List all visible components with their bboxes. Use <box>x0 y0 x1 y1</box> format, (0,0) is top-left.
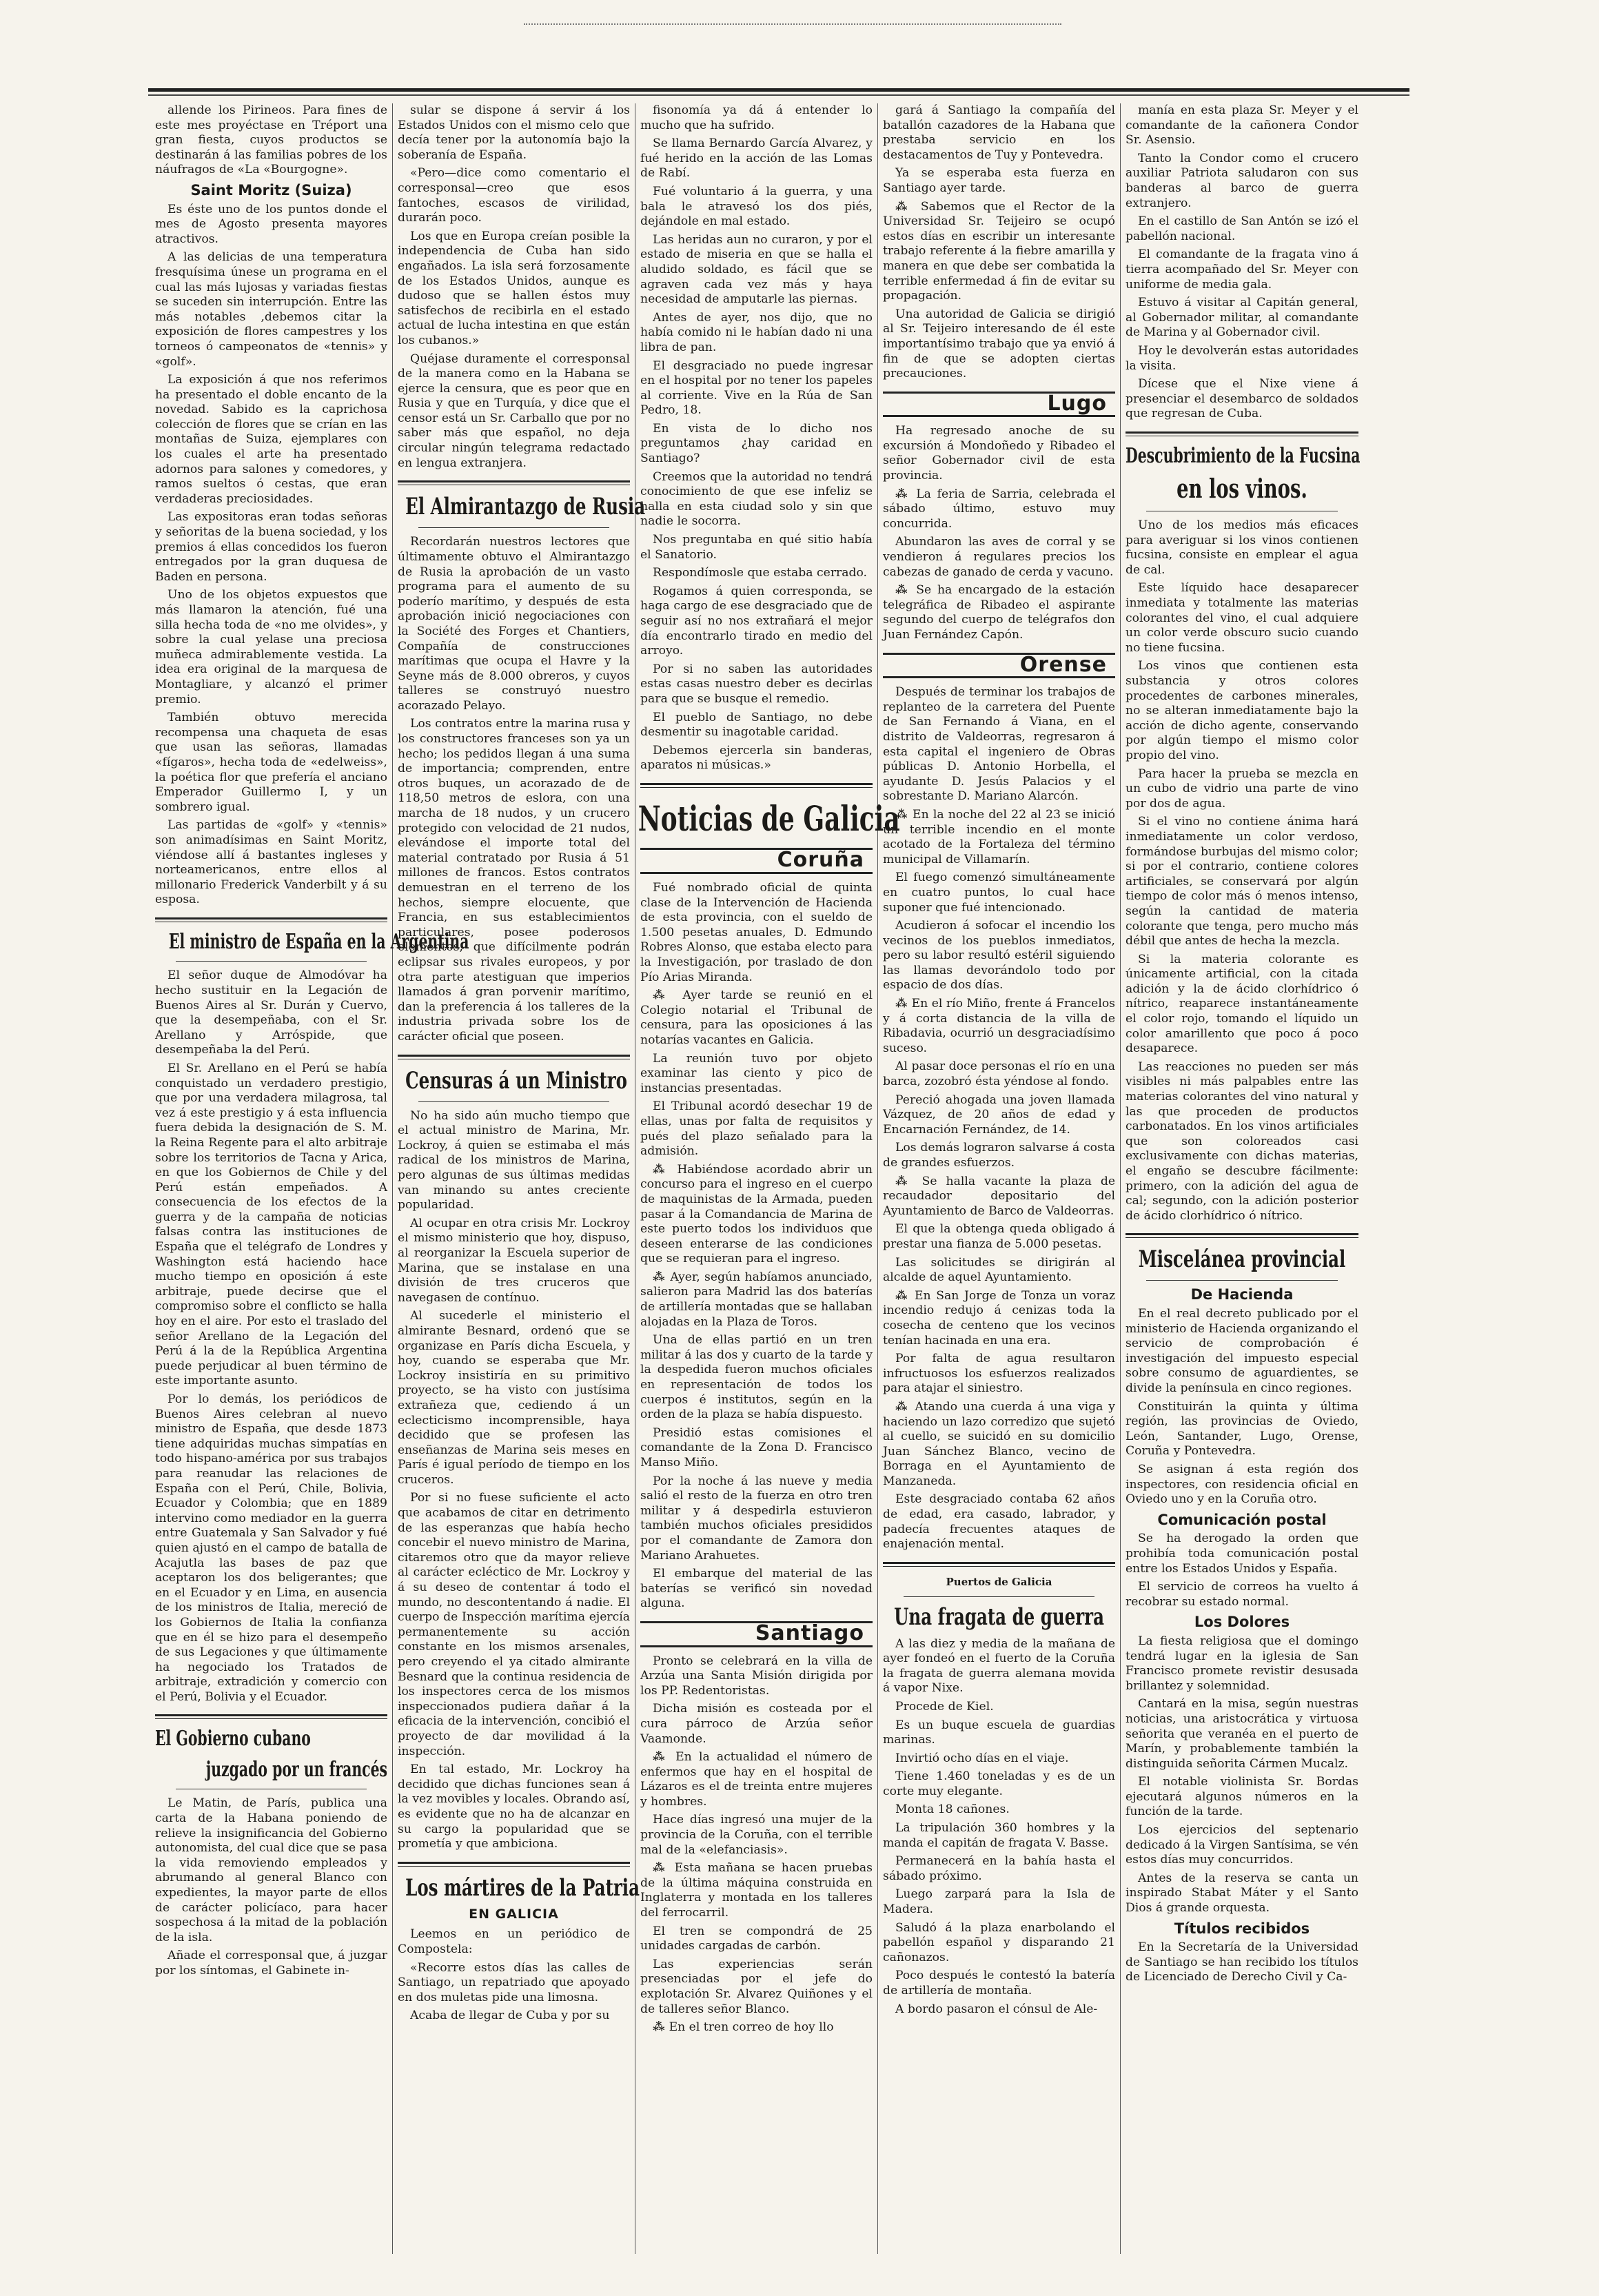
paragraph: Cantará en la misa, según nuestras noticias, una aristocrática y virtuosa señorita que veranéa en el puerto de Marín, y probablemente también la distinguida señorita Cármen Mucalz. <box>1126 1697 1358 1771</box>
paragraph: Por si no fuese suficiente el acto que acabamos de citar en detrimento de las esperanzas que había hecho concebir el nuevo ministro de Marina, citaremos otro que da mayor relieve al carácter ecléctico de Mr. Lockroy y á su deseo de contentar á todo el mundo, no descontentando á nadie. El cuerpo de Inspección marítima ejercía permanentemente su acción constante en los mismos arsenales, pero creyendo el ya citado almirante Besnard que la continua residencia de los inspectores cerca de los mismos inspeccionados pudiera dañar á la eficacia de la intervención, concibió el proyecto de dar movilidad á la inspección. <box>398 1491 630 1758</box>
headline-miscelanea-provincial: Miscelánea provincial <box>1138 1246 1346 1274</box>
paragraph-text: Se halla vacante la plaza de recaudador depositario del Ayuntamiento de Barco de Valdeorras. <box>883 1174 1116 1218</box>
subheading-comunicacion-postal: Comunicación postal <box>1157 1511 1327 1528</box>
headline-censuras-ministro: Censuras á un Ministro <box>405 1066 627 1095</box>
paragraph: El Tribunal acordó desechar 19 de ellas, unas por falta de requisitos y pués del plazo señalado para la admisión. <box>640 1099 873 1159</box>
paragraph: El embarque del material de las baterías se verificó sin novedad alguna. <box>640 1567 873 1611</box>
section-divider <box>398 1862 630 1867</box>
subheading-saint-moritz: Saint Moritz (Suiza) <box>190 181 352 199</box>
paragraph: Las experiencias serán presenciadas por el jefe do explotación Sr. Alvarez Quiñones y el de talleres señor Blanco. <box>640 1957 873 2016</box>
paragraph-text: En el río Miño, frente á Francelos y á corta distancia de la villa de Ribadavia, ocurrió un desgraciadísimo suceso. <box>883 997 1115 1055</box>
paragraph: En la Secretaría de la Universidad de Santiago se han recibido los títulos de Licenciado de Derecho Civil y Ca- <box>1126 1940 1358 1984</box>
column-2 <box>393 103 646 2254</box>
paragraph: Recordarán nuestros lectores que últimamente obtuvo el Almirantazgo de Rusia la aprobación de un vasto programa para el aumento de su poderío marítimo, y después de esta aprobación inició negociaciones con la Société des Forges et Chantiers, Compañía de construcciones marítimas que ocupa el Havre y la Seyne más de 8.000 obreros, y cuyos talleres se construyó nuestro acorazado Pelayo. <box>398 535 630 713</box>
paragraph <box>883 583 1115 642</box>
paragraph: El desgraciado no puede ingresar en el hospital por no tener los papeles al corriente. Vive en la Rúa de San Pedro, 18. <box>640 358 873 418</box>
paragraph: Se llama Bernardo García Alvarez, y fué herido en la acción de las Lomas de Rabí. <box>640 136 873 181</box>
column-5 <box>1121 103 1363 2254</box>
paragraph: Por la noche á las nueve y media salió el resto de la fuerza en otro tren militar y á despedirla estuvieron también muchos oficiales presididos por el comandante de Zamora don Mariano Arahuetes. <box>640 1474 873 1563</box>
paragraph: Antes de ayer, nos dijo, que no había comido ni le habían dado ni una libra de pan. <box>640 310 873 354</box>
paragraph-text: En el tren correo de hoy llo <box>669 2020 834 2035</box>
divider <box>418 527 609 528</box>
paragraph: Fué voluntario á la guerra, y una bala le atravesó los dos piés, dejándole en mal estado. <box>640 184 873 229</box>
asterism-icon: ⁂ <box>653 1270 671 1284</box>
paragraph: Acudieron á sofocar el incendio los vecinos de los pueblos inmediatos, pero su labor resultó estéril siguiendo las llamas devorándolo todo por espacio de dos días. <box>883 919 1115 993</box>
section-divider <box>398 1055 630 1059</box>
divider <box>1146 1280 1338 1281</box>
paragraph-text: Esta mañana se hacen pruebas de la última máquina construida en Inglaterra y montada en los talleres del ferrocarril. <box>640 1861 873 1920</box>
asterism-icon: ⁂ <box>895 199 921 214</box>
paragraph: sular se dispone á servir á los Estados Unidos con el mismo celo que decía tener por la autonomía bajo la soberanía de España. <box>398 103 630 162</box>
paragraph: Dícese que el Nixe viene á presenciar el desembarco de soldados que regresan de Cuba. <box>1126 377 1358 421</box>
paragraph: El servicio de correos ha vuelto á recobrar su estado normal. <box>1126 1580 1358 1609</box>
subheading-los-dolores: Los Dolores <box>1194 1614 1290 1631</box>
paragraph: Invirtió ocho días en el viaje. <box>895 1751 1069 1765</box>
paragraph: Ya se esperaba esta fuerza en Santiago ayer tarde. <box>883 166 1115 195</box>
asterism-icon: ⁂ <box>895 487 917 501</box>
headline-almirantazgo-rusia: El Almirantazgo de Rusia <box>405 493 646 521</box>
subheading-titulos-recibidos: Títulos recibidos <box>1174 1920 1310 1937</box>
paragraph: Tiene 1.460 toneladas y es de un corte muy elegante. <box>883 1769 1115 1798</box>
paragraph: Añade el corresponsal que, á juzgar por los síntomas, el Gabinete in- <box>155 1949 387 1978</box>
paragraph: Hace días ingresó una mujer de la provincia de la Coruña, con el terrible mal de la «elefanciasis». <box>640 1813 873 1857</box>
kicker-puertos-galicia: Puertos de Galicia <box>946 1575 1052 1588</box>
paragraph: El tren se compondrá de 25 unidades cargadas de carbón. <box>640 1924 873 1953</box>
asterism-icon: ⁂ <box>895 1174 922 1188</box>
paragraph: Antes de la reserva se canta un inspirado Stabat Máter y el Santo Dios á grande orquesta. <box>1126 1871 1358 1916</box>
header-rule <box>148 88 1409 92</box>
paragraph: En el castillo de San Antón se izó el pabellón nacional. <box>1126 214 1358 243</box>
paragraph <box>640 1270 873 1330</box>
paragraph: No ha sido aún mucho tiempo que el actual ministro de Marina, Mr. Lockroy, á quien se estimaba el más radical de los ministros de Marina, pero algunas de sus últimas medidas van minando su antes creciente popularidad. <box>398 1108 630 1212</box>
paragraph: Uno de los objetos expuestos que más llamaron la atención, fué una silla hecha toda de «no me olvides», y sobre la cual yelase una preciosa muñeca admirablemente vestida. La idea era original de la marquesa de Montagliare, y alcanzó el primer premio. <box>155 588 387 707</box>
paragraph: allende los Pirineos. Para fines de este mes proyéctase en Tréport una gran fiesta, cuyos productos se destinarán á las familias pobres de los náufragos de «La «Bourgogne». <box>155 103 387 177</box>
paragraph <box>640 2020 873 2035</box>
paragraph: En tal estado, Mr. Lockroy ha decidido que dichas funciones sean á la vez movibles y locales. Obrando así, es evidente que no ha de alcanzar en su cargo la popularidad que se prometía y que ambiciona. <box>398 1762 630 1851</box>
paragraph: Nos preguntaba en qué sitio había el Sanatorio. <box>640 533 873 562</box>
asterism-icon: ⁂ <box>653 988 683 1003</box>
paragraph <box>883 808 1115 867</box>
paragraph <box>640 1861 873 1920</box>
paragraph <box>640 1750 873 1809</box>
headline-juzgado-frances: juzgado por un francés <box>205 1757 388 1782</box>
paragraph <box>640 1163 873 1267</box>
paragraph: Para hacer la prueba se mezcla en un cubo de vidrio una parte de vino por dos de agua. <box>1126 766 1358 811</box>
paragraph: A las delicias de una temperatura fresquísima únese un programa en el cual las más lujosas y variadas fiestas se suceden sin interrupción. Entre las más notables ,debemos citar la exposición de flores campestres y los torneos ó campeonatos de «tennis» y «golf». <box>155 250 387 369</box>
paragraph: Procede de Kiel. <box>895 1699 994 1714</box>
paragraph: El comandante de la fragata vino á tierra acompañado del Sr. Meyer con uniforme de media gala. <box>1126 247 1358 292</box>
asterism-icon: ⁂ <box>895 1288 915 1303</box>
paragraph-text: Ayer tarde se reunió en el Colegio notarial el Tribunal de censura, para las oposiciones á las notarías vacantes en Galicia. <box>640 988 873 1047</box>
paragraph: La tripulación 360 hombres y la manda el capitán de fragata V. Basse. <box>883 1821 1115 1850</box>
paragraph: El Sr. Arellano en el Perú se había conquistado un verdadero prestigio, que por una verdadera milagrosa, tal vez á este prestigio y á esta influencia fuera debida la designación de S. M. la Reina Regente para el alto arbitraje sobre los territorios de Tacna y Arica, en que los Gobiernos de Chile y del Perú están empeñados. A consecuencia de los efectos de la guerra y de la campaña de noticias falsas contra las instituciones de España que el telégrafo de Londres y Washington está haciendo hace mucho tiempo en oposición á este arbitraje, puede decirse que el compromiso sobre el conflicto se halla hoy en el aire. Por esto el traslado del señor Arellano de la Legación del Perú á la de la República Argentina puede perjudicar al buen término de este importante asunto. <box>155 1061 387 1388</box>
paragraph: Pronto se celebrará en la villa de Arzúa una Santa Misión dirigida por los PP. Redentoristas. <box>640 1654 873 1698</box>
asterism-icon: ⁂ <box>895 1399 915 1414</box>
paragraph: Si el vino no contiene ánima hará inmediatamente un color verdoso, formándose burbujas del mismo color; si por el contrario, contiene colores artificiales, se conservará por algún tiempo de color más ó menos intenso, según la cantidad de materia colorante que tenga, pero mucho más débil que antes de hecha la mezcla. <box>1126 815 1358 948</box>
newspaper-page <box>150 103 1409 2254</box>
paragraph: Tanto la Condor como el crucero auxiliar Patriota saludaron con sus banderas al barco de guerra extranjero. <box>1126 151 1358 210</box>
paragraph: fisonomía ya dá á entender lo mucho que ha sufrido. <box>640 103 873 132</box>
headline-gobierno-cubano: El Gobierno cubano <box>155 1727 311 1751</box>
subheading-hacienda: De Hacienda <box>1190 1286 1294 1303</box>
paragraph: Los vinos que contienen esta substancia y otros colores procedentes de carbones minerales, no se alteran inmediatamente bajo la acción de dicho agente, conservando por algún tiempo el mismo color propio del vino. <box>1126 659 1358 762</box>
paragraph: Estuvo á visitar al Capitán general, al Gobernador militar, al comandante de Marina y al Gobernador civil. <box>1126 296 1358 340</box>
paragraph: Si la materia colorante es únicamente artificial, con la citada adición y la de ácido clorhídrico ó nítrico, reaparece instantáneamente el color rojo, tomando el líquido un color amarillento que poco á poco desaparece. <box>1126 952 1358 1056</box>
section-coruna-label: Coruña <box>777 848 864 873</box>
paragraph: Constituirán la quinta y última región, las provincias de Oviedo, León, Santander, Lugo, Orense, Coruña y Pontevedra. <box>1126 1399 1358 1459</box>
section-divider <box>398 480 630 485</box>
section-divider <box>155 1714 387 1719</box>
asterism-icon: ⁂ <box>895 807 913 822</box>
section-orense <box>883 653 1115 679</box>
paragraph: Los demás lograron salvarse á costa de grandes esfuerzos. <box>883 1141 1115 1170</box>
subheading-en-galicia: EN GALICIA <box>469 1906 559 1922</box>
paragraph: Monta 18 cañones. <box>895 1802 1010 1817</box>
paragraph: Pereció ahogada una joven llamada Vázquez, de 20 años de edad y Encarnación Fernández, de 14. <box>883 1093 1115 1137</box>
paragraph: La reunión tuvo por objeto examinar las ciento y pico de instancias presentadas. <box>640 1051 873 1095</box>
asterism-icon: ⁂ <box>895 583 917 598</box>
paragraph: «Pero—dice como comentario el corresponsal—creo que esos fantoches, escasos de virilidad, durarán poco. <box>398 166 630 225</box>
paragraph: Las expositoras eran todas señoras y señoritas de la buena sociedad, y los premios á ellas concedidos los fueron entregados por la gran duquesa de Baden en persona. <box>155 510 387 584</box>
paragraph: Una autoridad de Galicia se dirigió al Sr. Teijeiro interesando de él este importantísimo trabajo que ya envió á fin de que se adopten ciertas precauciones. <box>883 307 1115 381</box>
paragraph: Por lo demás, los periódicos de Buenos Aires celebran al nuevo ministro de España, que desde 1873 tiene adquiridas muchas simpatías en todo hispano-américa por sus trabajos para reanudar las relaciones de España con el Perú, Chile, Bolivia, Ecuador y Colombia; que en 1889 intervino como mediador en la guerra entre Guatemala y San Salvador y fué quien ajustó en el campo de batalla de Acajutla las bases de paz que aceptaron los dos beligerantes; que en el Ecuador y en Lima, en ausencia de los ministros de Italia, mereció de los Gobiernos de Italia la confianza que en él se hizo para el desempeño de sus Legaciones y que últimamente ha negociado los Tratados de arbitraje, extradición y comercio con el Perú, Bolivia y el Ecuador. <box>155 1392 387 1704</box>
paragraph <box>883 1175 1115 1219</box>
asterism-icon: ⁂ <box>653 1861 675 1876</box>
paragraph: Acaba de llegar de Cuba y por su <box>410 2009 610 2023</box>
section-santiago-label: Santiago <box>755 1621 864 1645</box>
paragraph-text: En la noche del 22 al 23 se inició un terrible incendio en el monte acotado de la Fortaleza del término municipal de Villamarín. <box>883 807 1115 866</box>
paragraph: Leemos en un periódico de Compostela: <box>398 1927 630 1956</box>
section-divider <box>1126 1233 1358 1238</box>
section-orense-label: Orense <box>1019 652 1107 677</box>
section-divider <box>883 1562 1115 1567</box>
paragraph: Uno de los medios más eficaces para averiguar si los vinos contienen fucsina, consiste en emplear el agua de cal. <box>1126 518 1358 577</box>
headline-martires-patria: Los mártires de la Patria <box>405 1873 640 1902</box>
asterism-icon: ⁂ <box>895 997 912 1011</box>
divider <box>904 1596 1094 1597</box>
paragraph: Abundaron las aves de corral y se vendieron á regulares precios los cabezas de ganado de cerda y vacuno. <box>883 535 1115 579</box>
paragraph: Al ocupar en otra crisis Mr. Lockroy el mismo ministerio que hoy, dispuso, al reorganizar la Escuela superior de Marina, que se instalase en una división de tres cruceros que navegasen de contínuo. <box>398 1216 630 1305</box>
paragraph: Las heridas aun no curaron, y por el estado de miseria en que se halla el aludido soldado, es fácil que se agraven cada vez más y haya necesidad de amputarle las piernas. <box>640 232 873 307</box>
paragraph: El que la obtenga queda obligado á prestar una fianza de 5.000 pesetas. <box>883 1222 1115 1251</box>
page-top-smudge <box>524 23 1061 33</box>
paragraph: Le Matin, de París, publica una carta de la Habana poniendo de relieve la insignificancia del Gobierno autonomista, del cual dice que se pasa la vida removiendo empleados y abrumando al general Blanco con expedientes, la mayor parte de ellos de carácter policíaco, para hacer sospechosa á la mitad de la población de la isla. <box>155 1796 387 1944</box>
section-lugo <box>883 392 1115 418</box>
paragraph <box>883 487 1115 532</box>
section-coruna <box>640 848 873 874</box>
headline-en-los-vinos: en los vinos. <box>1177 473 1307 505</box>
paragraph: Poco después le contestó la batería de artillería de montaña. <box>883 1969 1115 1998</box>
paragraph: Hoy le devolverán estas autoridades la visita. <box>1126 343 1358 373</box>
asterism-icon: ⁂ <box>653 1162 678 1177</box>
paragraph <box>883 1400 1115 1490</box>
asterism-icon: ⁂ <box>653 1750 676 1765</box>
paragraph: También obtuvo merecida recompensa una chaqueta de esas que usan las señoras, llamadas «fígaros», hecha toda de «edelweiss», la poética flor que prefería el anciano Emperador Guillermo I, y un sombrero igual. <box>155 711 387 814</box>
section-divider <box>640 783 873 788</box>
paragraph: Presidió estas comisiones el comandante de la Zona D. Francisco Manso Miño. <box>640 1425 873 1470</box>
asterism-icon: ⁂ <box>653 2020 669 2035</box>
paragraph: Las reacciones no pueden ser más visibles ni más palpables entre las materias colorantes del vino natural y las que proceden de productos carbonatados. En los vinos artificiales que son coloreados casi exclusivamente con dichas materias, el engaño se descubre fácilmente: primero, con la adición del agua de cal; segundo, con la adición posterior de ácido clorhídrico ó nítrico. <box>1126 1059 1358 1223</box>
paragraph: Los contratos entre la marina rusa y los constructores franceses son ya un hecho; los pedidos llegan á una suma de importancia; comprenden, entre otros buques, un acorazado de de 118,50 metros de eslora, con una marcha de 18 nudos, y un crucero protegido con velocidad de 21 nudos, elevándose el importe total del material contratado por Rusia á 51 millones de francos. Estos contratos demuestran en el terreno de los hechos, siempre elocuente, que Francia, en sus establecimientos particulares, posee poderosos elementos, que difícilmente podrán eclipsar sus rivales europeos, y por otra parte atestiguan que imperios llamados á gran porvenir marítimo, dan la preferencia á los talleres de la industria privada sobre los de carácter oficial que poseen. <box>398 717 630 1044</box>
paragraph: Es un buque escuela de guardias marinas. <box>883 1718 1115 1747</box>
paragraph <box>883 997 1115 1056</box>
paragraph: El notable violinista Sr. Bordas ejecutará algunos números en la función de la tarde. <box>1126 1775 1358 1819</box>
headline-fragata-guerra: Una fragata de guerra <box>894 1603 1104 1632</box>
headline-descubrimiento-fucsina: Descubrimiento de la Fucsina <box>1126 443 1361 468</box>
divider <box>418 1101 609 1102</box>
paragraph-text: La feria de Sarria, celebrada el sábado último, estuvo muy concurrida. <box>883 487 1115 531</box>
paragraph-text: En la actualidad el número de enfermos que hay en el hospital de Lázaros es el de treinta entre mujeres y hombres. <box>640 1750 873 1809</box>
paragraph: manía en esta plaza Sr. Meyer y el comandante de la cañonera Condor Sr. Asensio. <box>1126 103 1358 148</box>
paragraph: Debemos ejercerla sin banderas, aparatos ni músicas.» <box>640 743 873 773</box>
header-rule-thin <box>148 94 1409 96</box>
paragraph: Es éste uno de los puntos donde el mes de Agosto presenta mayores atractivos. <box>155 202 387 246</box>
section-santiago <box>640 1621 873 1647</box>
paragraph: Al pasar doce personas el río en una barca, zozobró ésta yéndose al fondo. <box>883 1059 1115 1089</box>
paragraph: «Recorre estos días las calles de Santiago, un repatriado que apoyado en dos muletas pide una limosna. <box>398 1960 630 2004</box>
paragraph: Este líquido hace desaparecer inmediata y totalmente las materias colorantes del vino, el cual adquiere un color verde obscuro sucio cuando no tiene fucsina. <box>1126 581 1358 655</box>
section-lugo-label: Lugo <box>1047 391 1107 416</box>
paragraph: Ha regresado anoche de su excursión á Mondoñedo y Ribadeo el señor Gobernador civil de esta provincia. <box>883 424 1115 483</box>
paragraph: Permanecerá en la bahía hasta el sábado próximo. <box>883 1854 1115 1883</box>
paragraph: Al sucederle el ministerio el almirante Besnard, ordenó que se organizase en París dicha Escuela, y hoy, cuando se esperaba que Mr. Lockroy insistiría en su primitivo proyecto, se ha visto con justísima extrañeza que, cediendo á un eclecticismo incomprensible, haya decidido que se profesen las enseñanzas de Marina seis meses en París é igual período de tiempo en los cruceros. <box>398 1309 630 1487</box>
column-4 <box>878 103 1121 2254</box>
paragraph: Se asignan á esta región dos inspectores, con residencia oficial en Oviedo uno y en la Coruña otro. <box>1126 1463 1358 1507</box>
paragraph: El pueblo de Santiago, no debe desmentir su inagotable caridad. <box>640 710 873 740</box>
paragraph: Este desgraciado contaba 62 años de edad, era casado, labrador, y padecía frecuentes ataques de enajenación mental. <box>883 1492 1115 1552</box>
paragraph-text: En San Jorge de Tonza un voraz incendio redujo á cenizas toda la cosecha de centeno que los vecinos tenían hacinada en una era. <box>883 1288 1115 1348</box>
paragraph: Una de ellas partió en un tren militar á las dos y cuarto de la tarde y la despedida fueron muchos oficiales en representación de todos los cuerpos é institutos, según en la orden de la plaza se había dispuesto. <box>640 1333 873 1422</box>
paragraph: El señor duque de Almodóvar ha hecho sustituir en la Legación de Buenos Aires al Sr. Durán y Cuervo, que la desempeñaba, con el Sr. Arellano y Arróspide, que desempeñaba la del Perú. <box>155 968 387 1057</box>
paragraph: gará á Santiago la compañía del batallón cazadores de la Habana que prestaba servicio en los destacamentos de Tuy y Pontevedra. <box>883 103 1115 162</box>
paragraph-text: Sabemos que el Rector de la Universidad Sr. Teijeiro se ocupó estos días en escribir un interesante trabajo referente á la fiebre amarilla y manera en que debe ser combatida la terrible enfermedad á fin de evitar su propagación. <box>883 199 1115 303</box>
paragraph: La exposición á que nos referimos ha presentado el doble encanto de la novedad. Sabido es la caprichosa colección de flores que se crían en las montañas de Suiza, ejemplares con los cuales el arte ha presentado adornos para salones y comedores, y ramos sueltos ó cestas, que eran verdaderas preciosidades. <box>155 373 387 506</box>
paragraph: Por si no saben las autoridades estas casas nuestro deber es decirlas para que se busque el remedio. <box>640 662 873 706</box>
paragraph: Las solicitudes se dirigirán al alcalde de aquel Ayuntamiento. <box>883 1255 1115 1285</box>
paragraph <box>640 988 873 1048</box>
paragraph: En el real decreto publicado por el ministerio de Hacienda organizando el servicio de comprobación é investigación del impuesto especial sobre consumo de aguardientes, se divide la península en cinco regiones. <box>1126 1307 1358 1396</box>
paragraph-text: Habiéndose acordado abrir un concurso para el ingreso en el cuerpo de maquinistas de la Armada, pueden pasar á la Comandancia de Marina de este puerto todos los individuos que deseen enterarse de las condiciones que se requieran para el ingreso. <box>640 1162 873 1266</box>
paragraph: Se ha derogado la orden que prohibía toda comunicación postal entre los Estados Unidos y España. <box>1126 1532 1358 1576</box>
paragraph: Respondímosle que estaba cerrado. <box>653 566 868 580</box>
column-3 <box>635 103 900 2254</box>
paragraph: Después de terminar los trabajos de replanteo de la carretera del Puente de San Fernando á Viana, en el distrito de Valdeorras, regresaron á esta capital el ingeniero de Obras públicas D. Antonio Horbella, el ayudante D. Jesús Palacios y el sobrestante D. Mariano Alarcón. <box>883 685 1115 804</box>
headline-noticias-galicia: Noticias de Galicia <box>638 797 900 839</box>
paragraph: Los que en Europa creían posible la independencia de Cuba han sido engañados. La isla será forzosamente de los Estados Unidos, aunque es dudoso que se hallen éstos muy satisfechos de recibirla en el estado actual de lucha intestina en que están los cubanos.» <box>398 229 630 347</box>
paragraph: Los ejercicios del septenario dedicado á la Virgen Santísima, se vén estos días muy concurridos. <box>1126 1823 1358 1867</box>
paragraph: A las diez y media de la mañana de ayer fondeó en el fuerto de la Coruña la fragata de guerra alemana movida á vapor Nixe. <box>883 1636 1115 1696</box>
paragraph: Por falta de agua resultaron infructuosos los esfuerzos realizados para atajar el siniestro. <box>883 1352 1115 1396</box>
paragraph: A bordo pasaron el cónsul de Ale- <box>895 2002 1098 2016</box>
paragraph: Dicha misión es costeada por el cura párroco de Arzúa señor Vaamonde. <box>640 1702 873 1746</box>
paragraph: En vista de lo dicho nos preguntamos ¿hay caridad en Santiago? <box>640 421 873 466</box>
section-divider <box>155 917 387 922</box>
headline-ministro-argentina: El ministro de España en la Argentina <box>168 929 469 954</box>
paragraph-text: Atando una cuerda á una viga y haciendo un lazo corredizo que sujetó al cuello, se suicidó en su domicilio Juan Sánchez Blanco, vecino de Borraga en el Ayuntamiento de Manzaneda. <box>883 1399 1115 1488</box>
paragraph: Luego zarpará para la Isla de Madera. <box>883 1887 1115 1917</box>
paragraph: Quéjase duramente el corresponsal de la manera como en la Habana se ejerce la censura, que es peor que en Rusia y que en Turquía, y dice que el censor está un Sr. Carballo que por no saber más que español, no deja circular ningún telegrama redactado en lengua extranjera. <box>398 352 630 470</box>
paragraph: Rogamos á quien corresponda, se haga cargo de ese desgraciado que de seguir así no nos extrañará el mejor día encontrarlo tirado en medio del arroyo. <box>640 584 873 658</box>
paragraph: Saludó á la plaza enarbolando el pabellón español y disparando 21 cañonazos. <box>883 1920 1115 1964</box>
paragraph-text: Ayer, según habíamos anunciado, salieron para Madrid las dos baterías de artillería montadas que se hallaban alojadas en la Plaza de Toros. <box>640 1270 873 1329</box>
paragraph: Las partidas de «golf» y «tennis» son animadísimas en Saint Moritz, viéndose allí á bastantes ingleses y norteamericanos, entre ellos al millonario Frederick Vanderbilt y á su esposa. <box>155 818 387 907</box>
paragraph: Creemos que la autoridad no tendrá conocimiento de que ese infeliz se halla en esta ciudad solo y sin que nadie le socorra. <box>640 469 873 529</box>
divider <box>176 961 367 962</box>
paragraph <box>883 200 1115 304</box>
section-divider <box>1126 431 1358 436</box>
paragraph: Fué nombrado oficial de quinta clase de la Intervención de Hacienda de esta provincia, con el sueldo de 1.500 pesetas anuales, D. Edmundo Robres Alonso, que estaba electo para la Investigación, por traslado de don Pío Arias Miranda. <box>640 881 873 984</box>
paragraph <box>883 1289 1115 1348</box>
paragraph: El fuego comenzó simultáneamente en cuatro puntos, lo cual hace suponer que fué intencionado. <box>883 871 1115 915</box>
paragraph-text: Se ha encargado de la estación telegráfica de Ribadeo el aspirante segundo del cuerpo de telégrafos don Juan Fernández Capón. <box>883 583 1115 642</box>
paragraph: La fiesta religiosa que el domingo tendrá lugar en la iglesia de San Francisco promete revistir desusada brillantez y solemnidad. <box>1126 1634 1358 1693</box>
column-1 <box>150 103 469 2254</box>
